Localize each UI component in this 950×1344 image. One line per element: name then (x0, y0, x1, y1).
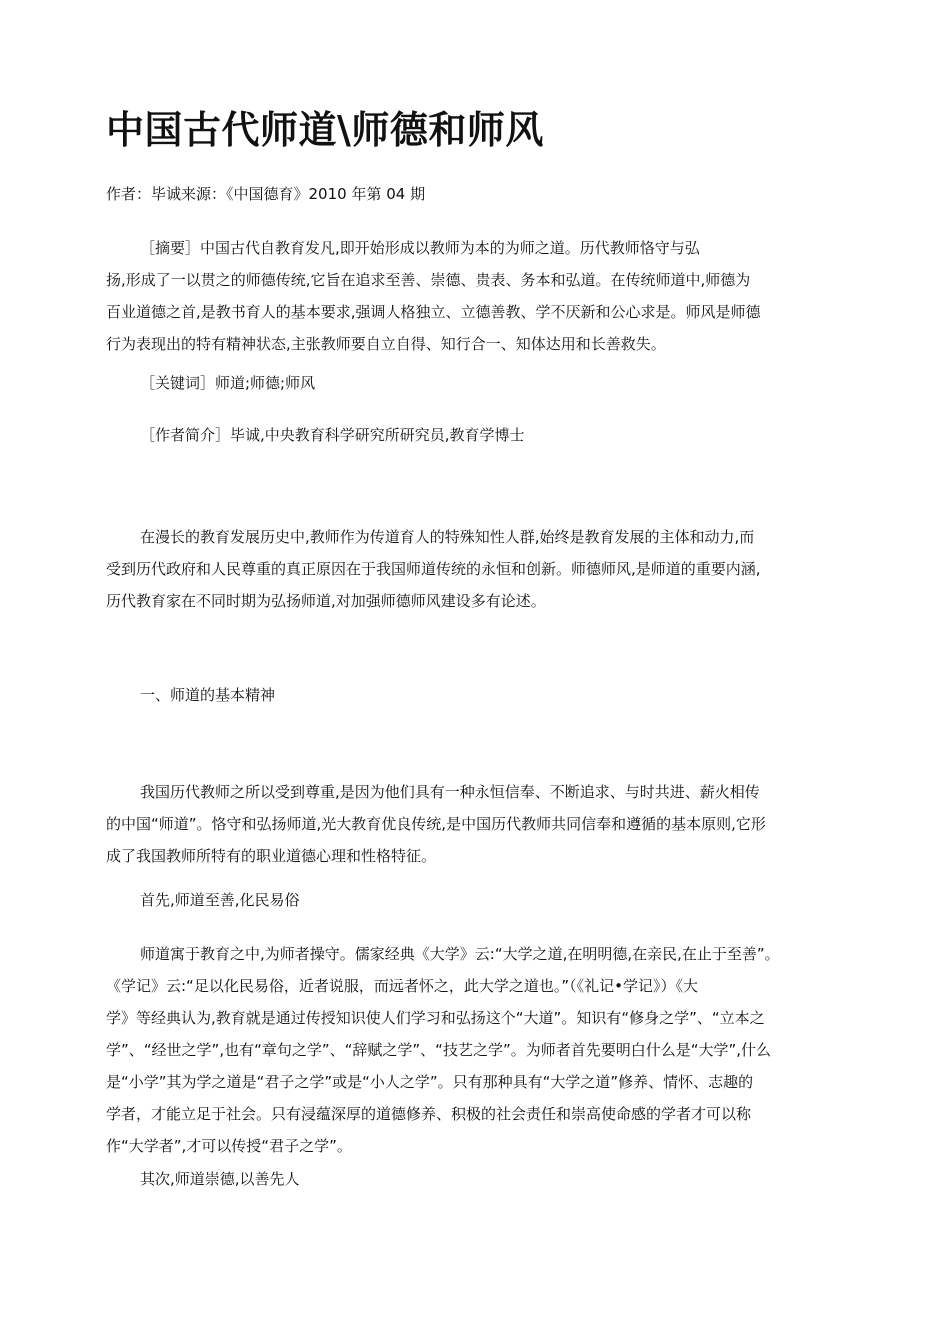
intro-paragraph (106, 521, 852, 617)
subsection-line: 师道寓于教育之中,为师者操守。儒家经典《大学》云:“大学之道,在明明德,在亲民,在止于至善”。 (140, 945, 780, 963)
subsection-paragraph (106, 938, 852, 1162)
subsection-line: 作“大学者”,才可以传授“君子之学”。 (106, 1137, 352, 1155)
subsection-line: 是“小学”其为学之道是“君子之学”或是“小人之学”。只有那种具有“大学之道”修养、情怀、志趣的 (106, 1073, 754, 1091)
section-heading: 一、师道的基本精神 (140, 686, 276, 704)
subsection-line: 学》等经典认为,教育就是通过传授知识使人们学习和弘扬这个“大道”。知识有“修身之学”、“立本之 (106, 1009, 765, 1027)
abstract-line: ［摘要］中国古代自教育发凡,即开始形成以教师为本的为师之道。历代教师恪守与弘 (140, 239, 700, 257)
section-paragraph (106, 776, 852, 872)
abstract-line: 行为表现出的特有精神状态,主张教师要自立自得、知行合一、知体达用和长善救失。 (106, 335, 666, 353)
abstract-paragraph (106, 232, 852, 360)
author-source-line: 作者：毕诚来源：《中国德育》2010 年第 04 期 (106, 185, 426, 203)
intro-line: 在漫长的教育发展历史中,教师作为传道育人的特殊知性人群,始终是教育发展的主体和动力,而 (140, 528, 755, 546)
subsection-line: 《学记》云:“足以化民易俗，近者说服，而远者怀之，此大学之道也。”（《礼记•学记》）《大 (106, 977, 698, 995)
keywords-line: ［关键词］师道;师德;师风 (140, 374, 316, 392)
page-title: 中国古代师道\师德和师风 (106, 108, 544, 152)
author-bio-line: ［作者简介］毕诚,中央教育科学研究所研究员,教育学博士 (140, 426, 525, 444)
subsection-heading: 其次,师道崇德,以善先人 (140, 1170, 300, 1188)
subsection-line: 学者，才能立足于社会。只有浸蕴深厚的道德修养、积极的社会责任和崇高使命感的学者才可以称 (106, 1105, 752, 1123)
intro-line: 历代教育家在不同时期为弘扬师道,对加强师德师风建设多有论述。 (106, 592, 546, 610)
abstract-line: 百业道德之首,是教书育人的基本要求,强调人格独立、立德善教、学不厌新和公心求是。师风是师德 (106, 303, 761, 321)
subsection-heading: 首先,师道至善,化民易俗 (140, 891, 300, 909)
abstract-line: 扬,形成了一以贯之的师德传统,它旨在追求至善、崇德、贵表、务本和弘道。在传统师道中,师德为 (106, 271, 751, 289)
section-line: 的中国“师道”。恪守和弘扬师道,光大教育优良传统,是中国历代教师共同信奉和遵循的基本原则,它形 (106, 815, 766, 833)
section-line: 我国历代教师之所以受到尊重,是因为他们具有一种永恒信奉、不断追求、与时共进、薪火相传 (140, 783, 760, 801)
subsection-line: 学”、“经世之学”,也有“章句之学”、“辞赋之学”、“技艺之学”。为师者首先要明白什么是“大学”,什么 (106, 1041, 772, 1059)
section-line: 成了我国教师所特有的职业道德心理和性格特征。 (106, 847, 437, 865)
intro-line: 受到历代政府和人民尊重的真正原因在于我国师道传统的永恒和创新。师德师风,是师道的重要内涵, (106, 560, 761, 578)
